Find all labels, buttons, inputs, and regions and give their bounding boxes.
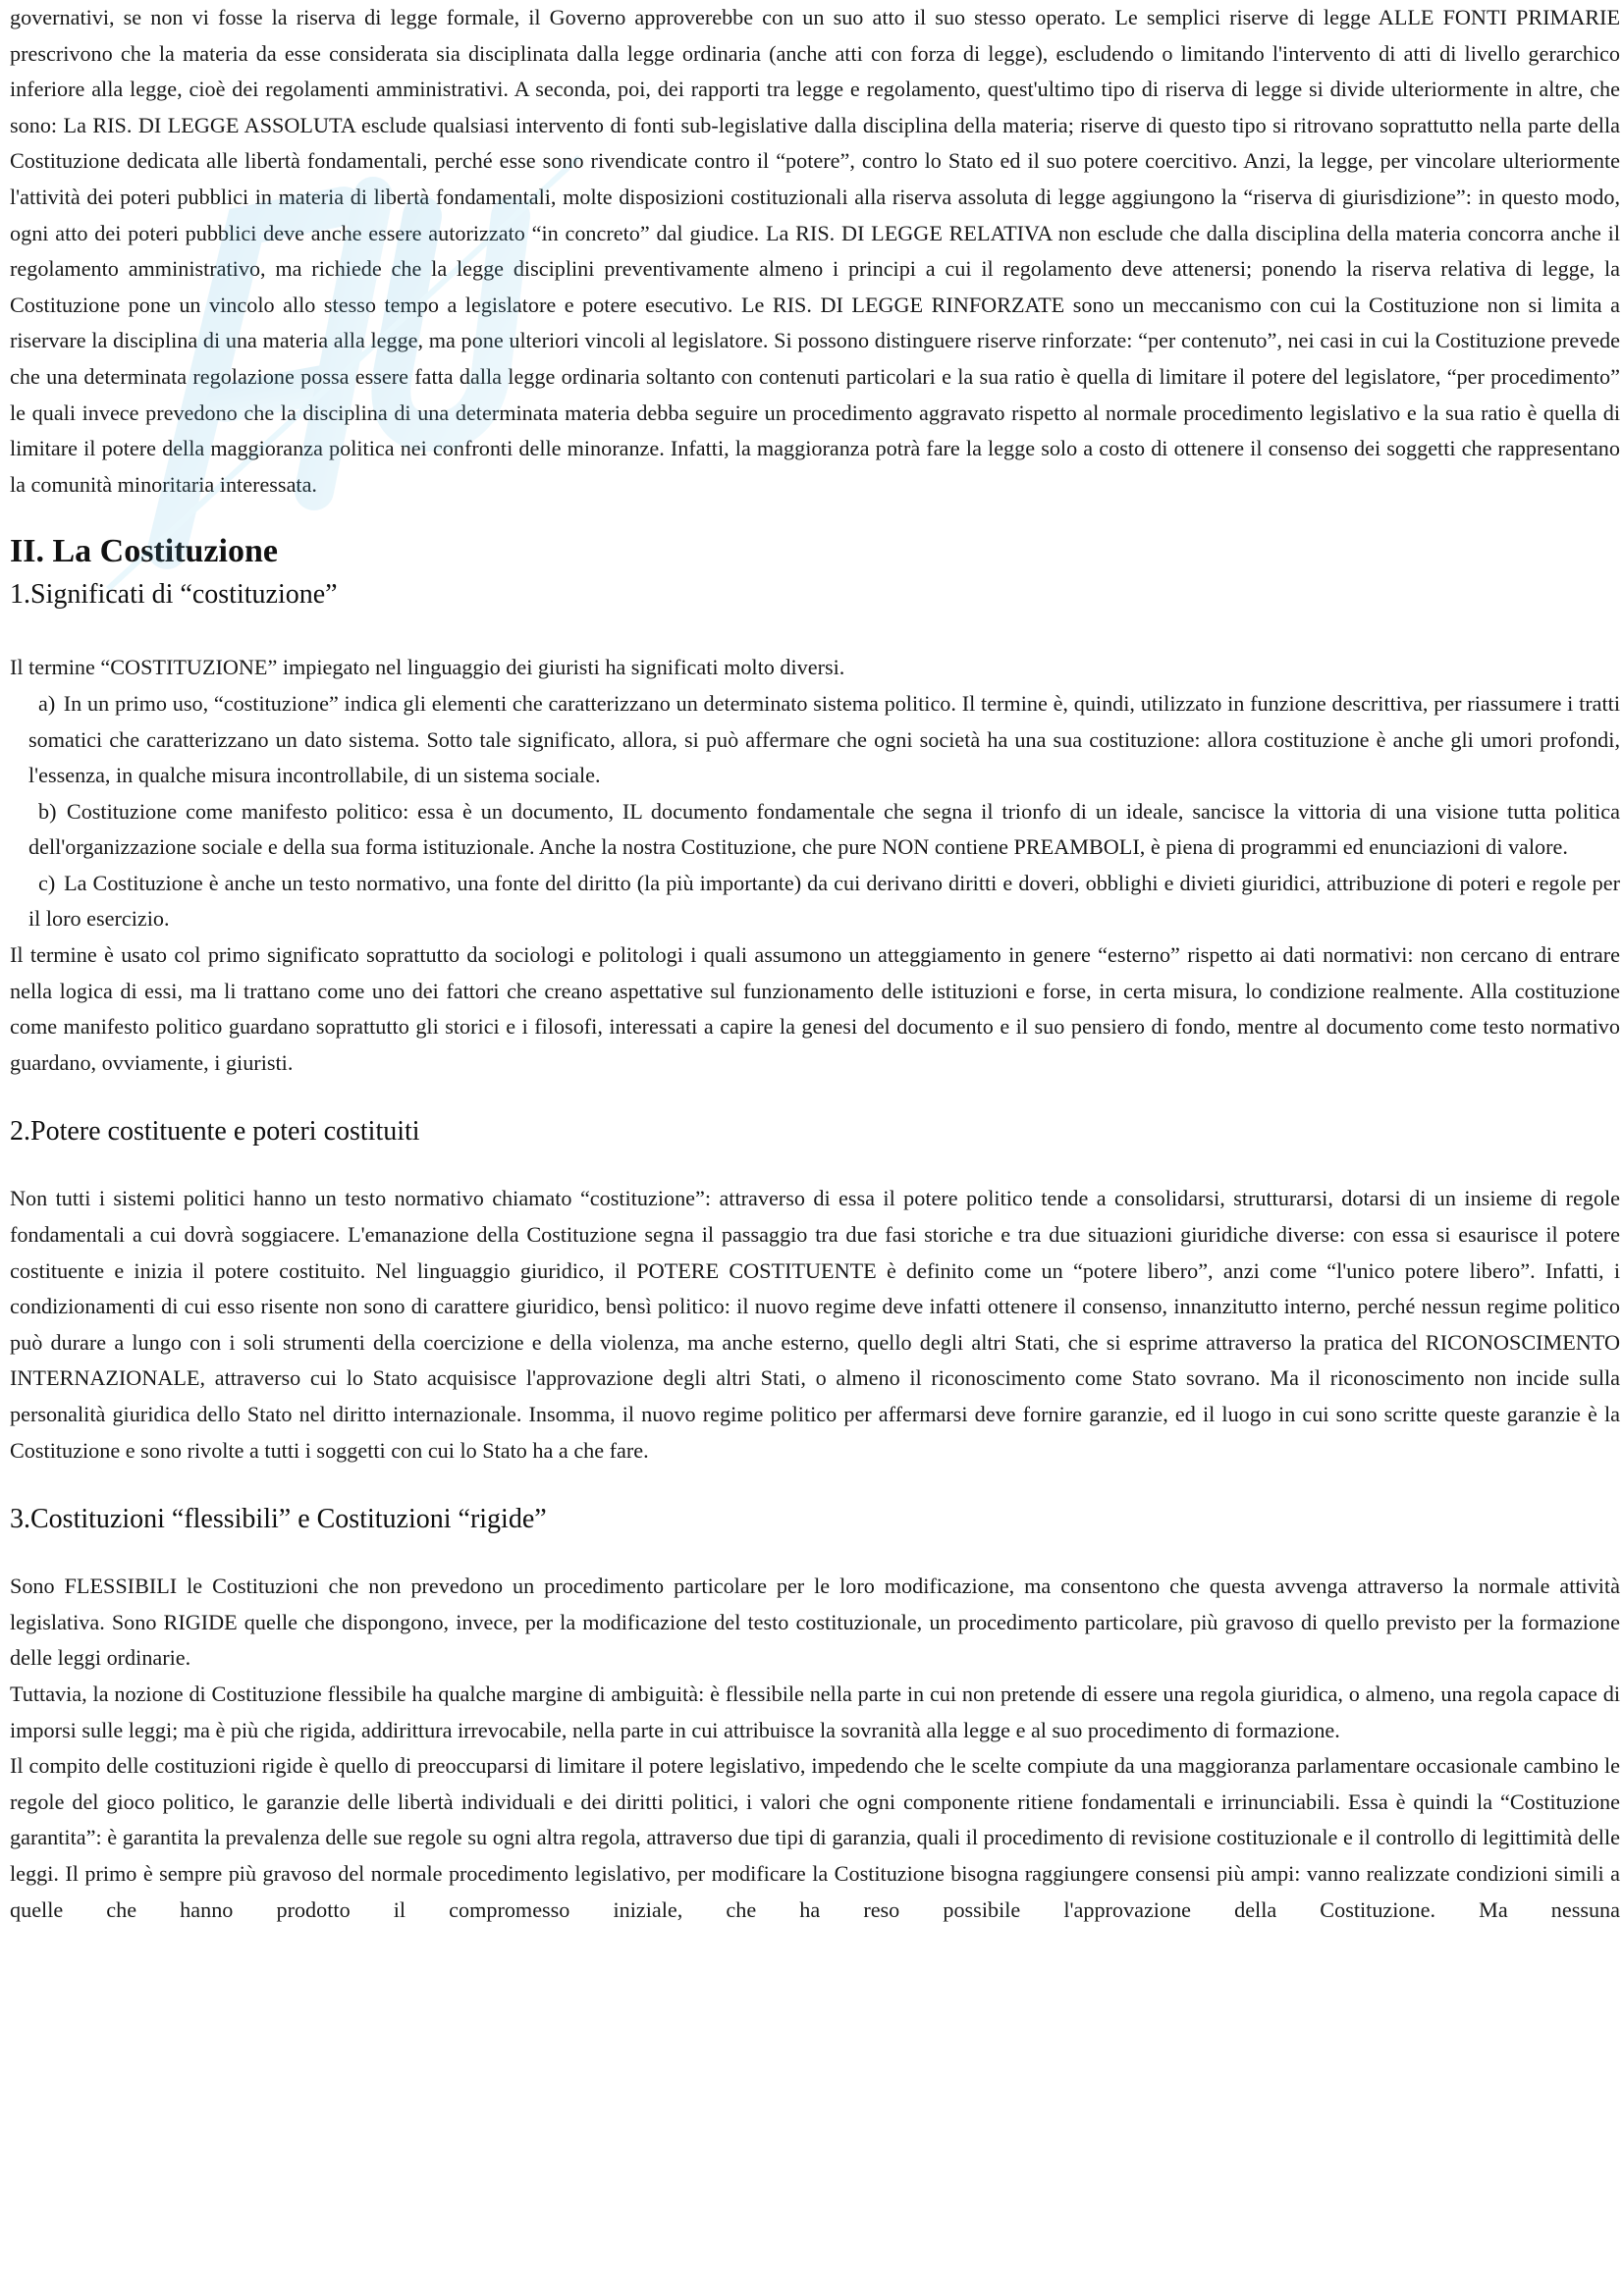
section3-paragraph-1: Sono FLESSIBILI le Costituzioni che non prevedono un procedimento particolare per le loro modificazione, ma consentono che questa avvenga attraverso la normale attività legislativa. Sono RIGIDE quelle che dispongono, invece, per la modificazione del testo costituzionale, un procedimento particolare, più gravoso di quello previsto per la formazione delle leggi ordinarie. <box>10 1574 1620 1671</box>
list-item <box>10 686 1620 794</box>
section2-title: 2.Potere costituente e poteri costituiti <box>10 1116 420 1148</box>
list-item-label: c) <box>38 870 56 895</box>
section3-paragraph-3: Il compito delle costituzioni rigide è quello di preoccuparsi di limitare il potere legislativo, impedendo che le scelte compiute da una maggioranza parlamentare occasionale cambino le regole del gioco politico, le garanzie delle libertà individuali e dei diritti politici, i valori che ogni componente ritiene fondamentali e irrinunciabili. Essa è quindi la “Costituzione garantita”: è garantita la prevalenza delle sue regole su ogni altra regola, attraverso due tipi di garanzia, quali il procedimento di revisione costituzionale e il controllo di legittimità delle leggi. Il primo è sempre più gravoso del normale procedimento legislativo, per modificare la Costituzione bisogna raggiungere consensi più ampi: vanno realizzate condizioni simili a quelle che hanno prodotto il compromesso iniziale, che ha reso possibile l'approvazione della Costituzione. Ma nessuna <box>10 1753 1620 1922</box>
section3-paragraph-2: Tuttavia, la nozione di Costituzione flessibile ha qualche margine di ambiguità: è flessibile nella parte in cui non pretende di essere una regola giuridica, o almeno, una regola capace di imporsi sulle leggi; ma è più che rigida, addirittura irrevocabile, nella parte in cui attribuisce la sovranità alla legge e al suo procedimento di formazione. <box>10 1681 1620 1742</box>
section1-title: 1.Significati di “costituzione” <box>10 579 338 611</box>
spacer <box>10 1081 1620 1110</box>
section1-lead: Il termine “COSTITUZIONE” impiegato nel linguaggio dei giuristi ha significati molto diversi. <box>10 655 845 680</box>
list-item-label: b) <box>38 798 57 824</box>
chapter-title: II. La Costituzione <box>10 533 278 570</box>
spacer <box>10 1539 1620 1569</box>
section3-title: 3.Costituzioni “flessibili” e Costituzioni “rigide” <box>10 1504 547 1535</box>
document-page <box>10 0 1620 2296</box>
list-item-text: Costituzione come manifesto politico: essa è un documento, IL documento fondamentale che segna il trionfo di un ideale, sancisce la vittoria di una visione tutta politica dell'organizzazione sociale e della sua forma istituzionale. Anche la nostra Costituzione, che pure NON contiene PREAMBOLI, è piena di programmi ed enunciazioni di valore. <box>28 798 1621 860</box>
section1-closing: Il termine è usato col primo significato soprattutto da sociologi e politologi i quali assumono un atteggiamento in genere “esterno” rispetto ai dati normativi: non cercano di entrare nella logica di essi, ma li trattano come uno dei fattori che creano aspettative sul funzionamento delle istituzioni e forse, in certa misura, lo condizione realmente. Alla costituzione come manifesto politico guardano soprattutto gli storici e i filosofi, interessati a capire la genesi del documento e il suo pensiero di fondo, mentre al documento come testo normativo guardano, ovviamente, i giuristi. <box>10 942 1620 1075</box>
list-item <box>10 866 1620 937</box>
section2-body: Non tutti i sistemi politici hanno un testo normativo chiamato “costituzione”: attraverso di essa il potere politico tende a consolidarsi, strutturarsi, dotarsi di un insieme di regole fondamentali a cui dovrà soggiacere. L'emanazione della Costituzione segna il passaggio tra due fasi storiche e tra due situazioni giuridiche diverse: con essa si esaurisce il potere costituente e inizia il potere costituito. Nel linguaggio giuridico, il POTERE COSTITUENTE è definito come un “potere libero”, anzi come “l'unico potere libero”. Infatti, i condizionamenti di cui esso risente non sono di carattere giuridico, bensì politico: il nuovo regime deve infatti ottenere il consenso, innanzitutto interno, perché nessun regime politico può durare a lungo con i soli strumenti della coercizione e della violenza, ma anche esterno, quello degli altri Stati, che si esprime attraverso la pratica del RICONOSCIMENTO INTERNAZIONALE, attraverso cui lo Stato acquisisce l'approvazione degli altri Stati, o almeno il riconoscimento come Stato sovrano. Ma il riconoscimento non incide sulla personalità giuridica dello Stato nel diritto internazionale. Insomma, il nuovo regime politico per affermarsi deve fornire garanzie, ed il luogo in cui sono scritte queste garanzie è la Costituzione e sono rivolte a tutti i soggetti con cui lo Stato ha a che fare. <box>10 1186 1620 1463</box>
meanings-list <box>10 686 1620 937</box>
spacer <box>10 1151 1620 1181</box>
spacer <box>10 1468 1620 1498</box>
intro-paragraph: governativi, se non vi fosse la riserva di legge formale, il Governo approverebbe con un suo atto il suo stesso operato. Le semplici riserve di legge ALLE FONTI PRIMARIE prescrivono che la materia da esse considerata sia disciplinata dalla legge ordinaria (anche atti con forza di legge), escludendo o limitando l'intervento di atti di livello gerarchico inferiore alla legge, cioè dei regolamenti amministrativi. A seconda, poi, dei rapporti tra legge e regolamento, quest'ultimo tipo di riserva di legge si divide ulteriormente in altre, che sono: La RIS. DI LEGGE ASSOLUTA esclude qualsiasi intervento di fonti sub-legislative dalla disciplina della materia; riserve di questo tipo si ritrovano soprattutto nella parte della Costituzione dedicata alle libertà fondamentali, perché esse sono rivendicate contro il “potere”, contro lo Stato ed il suo potere coercitivo. Anzi, la legge, per vincolare ulteriormente l'attività dei poteri pubblici in materia di libertà fondamentali, molte disposizioni costituzionali alla riserva assoluta di legge aggiungono la “riserva di giurisdizione”: in questo modo, ogni atto dei poteri pubblici deve anche essere autorizzato “in concreto” dal giudice. La RIS. DI LEGGE RELATIVA non esclude che dalla disciplina della materia concorra anche il regolamento amministrativo, ma richiede che la legge disciplini preventivamente almeno i principi a cui il regolamento deve attenersi; ponendo la riserva relativa di legge, la Costituzione pone un vincolo allo stesso tempo a legislatore e potere esecutivo. Le RIS. DI LEGGE RINFORZATE sono un meccanismo con cui la Costituzione non si limita a riservare la disciplina di una materia alla legge, ma pone ulteriori vincoli al legislatore. Si possono distinguere riserve rinforzate: “per contenuto”, nei casi in cui la Costituzione prevede che una determinata regolazione possa essere fatta dalla legge ordinaria soltanto con contenuti particolari e la sua ratio è quella di limitare il potere del legislatore, “per procedimento” le quali invece prevedono che la disciplina di una determinata materia debba seguire un procedimento aggravato rispetto al normale procedimento legislativo e la sua ratio è quella di limitare il potere della maggioranza politica nei confronti delle minoranze. Infatti, la maggioranza potrà fare la legge solo a costo di ottenere il consenso dei soggetti che rappresentano la comunità minoritaria interessata. <box>10 5 1620 497</box>
list-item-text: In un primo uso, “costituzione” indica gli elementi che caratterizzano un determinato sistema politico. Il termine è, quindi, utilizzato in funzione descrittiva, per riassumere i tratti somatici che caratterizzano un dato sistema. Sotto tale significato, allora, si può affermare che ogni società ha una sua costituzione: allora costituzione è anche gli umori profondi, l'essenza, in qualche misura incontrollabile, di un sistema sociale. <box>28 690 1621 788</box>
spacer <box>10 614 1620 650</box>
list-item <box>10 794 1620 866</box>
list-item-label: a) <box>38 690 56 716</box>
list-item-text: La Costituzione è anche un testo normativo, una fonte del diritto (la più importante) da cui derivano diritti e doveri, obblighi e divieti giuridici, attribuzione di poteri e regole per il loro esercizio. <box>28 870 1621 932</box>
